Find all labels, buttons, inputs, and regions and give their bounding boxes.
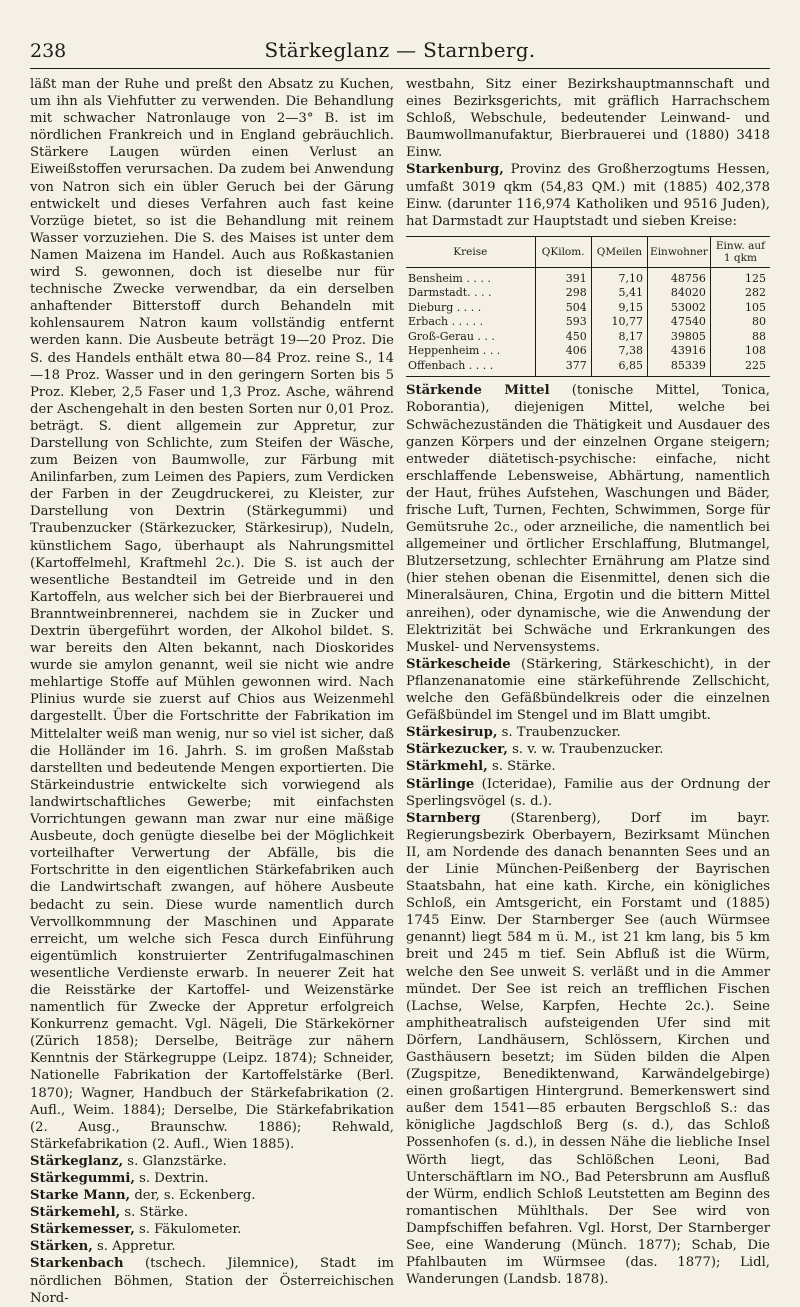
entry-starlinge <box>406 776 770 810</box>
table-cell: 48756 <box>648 267 711 286</box>
table-cell: Groß-Gerau . . . <box>408 329 495 343</box>
entry-text: (Stärkering, Stärkeschicht), in der Pflanzenanatomie eine stärkeführende Zellschicht, welche den Gefäßbündelkreis oder die einzelnen Gefäßbündel im Stengel und im Blatt umgibt. <box>406 656 770 724</box>
table-cell: 84020 <box>648 286 711 301</box>
table-row <box>406 267 770 286</box>
table-header-row <box>406 236 770 267</box>
entry-starnberg <box>406 810 770 1289</box>
entry-lemma: Stärkezucker, <box>406 742 508 758</box>
table-cell: 406 <box>535 344 591 359</box>
column-header: QKilom. <box>535 236 591 267</box>
entry-text: (Starenberg), Dorf im bayr. Regierungsbezirk Oberbayern, Bezirksamt München II, am Nordende des danach benannten Sees und an der Linie München-Peißenberg der Bayrischen Staatsbahn, hat eine kath. Kirche, ein königliches Schloß, ein Amtsgericht, ein Forstamt und (1885) 1745 Einw. Der Starnberger See (auch Würmsee genannt) liegt 584 m ü. M., ist 21 km lang, bis 5 km breit und 245 m tief. Sein Abfluß ist die Würm, welche den See unweit S. verläßt und in die Ammer mündet. Der See ist reich an trefflichen Fischen (Lachse, Welse, Karpfen, Hechte 2c.). Seine amphitheatralisch aufsteigenden Ufer sind mit Dörfern, Landhäusern, Schlössern, Kirchen und Gasthäusern besetzt; im Süden bilden die Alpen (Zugspitze, Benediktenwand, Karwändelgebirge) einen großartigen Hintergrund. Bemerkenswert sind außer dem 1541—85 erbauten Bergschloß S.: das königliche Jagdschloß Berg (s. d.), das Schloß Possenhofen (s. d.), in dessen Nähe die liebliche Insel Wörth liegt, das Schlößchen Leoni, Bad Unterschäftlarn im NO., Bad Petersbrunn am Ausfluß der Würm, endlich Schloß Leutstetten am Beginn des romantischen Mühlthals. Der See wird von Dampfschiffen befahren. Vgl. Horst, Der Starnberger See, eine Wanderung (Münch. 1877); Schab, Die Pfahlbauten im Würmsee (das. 1877); Lidl, Wanderungen (Landsb. 1878). <box>406 810 770 1288</box>
right-column <box>406 76 770 1288</box>
table-row <box>406 301 770 316</box>
table-cell: 88 <box>710 330 770 345</box>
running-head: Stärkeglanz — Starnberg. <box>264 38 536 62</box>
table-cell: 10,77 <box>591 315 647 330</box>
entry-starkmehl <box>406 758 770 775</box>
entry-lemma: Starkenbach <box>30 1256 124 1272</box>
table-cell: 39805 <box>648 330 711 345</box>
table-row <box>406 359 770 377</box>
entry-lemma: Stärkesirup, <box>406 725 498 741</box>
entry-lemma: Stärkende Mittel <box>406 383 550 399</box>
column-header: QMeilen <box>591 236 647 267</box>
entry-text: s. Stärke. <box>491 759 556 775</box>
entry-text: s. Stärke. <box>124 1205 189 1221</box>
entry-text: s. Appretur. <box>97 1239 176 1255</box>
entry-text: (tschech. Jilemnice), Stadt im nördlichen Böhmen, Station der Österreichischen Nord- <box>30 1256 394 1306</box>
table-cell: Erbach . . . . . <box>408 315 484 329</box>
column-header: Einwohner <box>648 236 711 267</box>
table-cell: 53002 <box>648 301 711 316</box>
table-cell: 450 <box>535 330 591 345</box>
entry-text: s. Dextrin. <box>139 1171 209 1186</box>
entry-lemma: Stärkeglanz, <box>30 1153 124 1169</box>
table-cell: 504 <box>535 301 591 316</box>
entry-text: (tonische Mittel, Tonica, Roborantia), diejenigen Mittel, welche bei Schwächezuständen die Thätigkeit und Ausdauer des ganzen Körpers und der einzelnen Organe steigern; entweder diätetisch-psychische: einfache, nicht erschlaffende Lebensweise, Abhärtung, namentlich der Haut, frühes Aufstehen, Waschungen und Bäder, frische Luft, Turnen, Fechten, Schwimmen, Sorge für Gemütsruhe 2c., oder arzneiliche, die namentlich bei allgemeiner und örtlicher Erschlaffung, Blutmangel, Blutzersetzung, schlechter Ernährung am Platze sind (hier stehen obenan die Eisenmittel, denen sich die Mineralsäuren, China, Ergotin und die bittern Mittel anreihen), oder dynamische, wie die Anwendung der Elektrizität bei Schwäche und Erkrankungen des Muskel- und Nervensystems. <box>406 383 770 655</box>
entry-starkende-mittel <box>406 382 770 656</box>
table-cell: 377 <box>535 359 591 377</box>
table-cell: 7,38 <box>591 344 647 359</box>
table-cell: 5,41 <box>591 286 647 301</box>
left-column <box>30 76 394 1307</box>
entry-starkenburg <box>406 161 770 229</box>
table-cell: Bensheim . . . . <box>408 271 491 285</box>
column-header: Einw. auf 1 qkm <box>710 236 770 267</box>
entry-starkezucker <box>406 741 770 758</box>
table-row <box>406 315 770 330</box>
entry-starkesirup <box>406 724 770 741</box>
entry-starken <box>30 1238 394 1255</box>
entry-starkenbach <box>30 1255 394 1306</box>
table-cell: 6,85 <box>591 359 647 377</box>
starke-article-continuation <box>30 76 394 1153</box>
table-cell: 225 <box>710 359 770 377</box>
district-table <box>406 236 770 378</box>
table-cell: Darmstadt. . . . <box>408 286 492 300</box>
entry-lemma: Stärken, <box>30 1239 93 1255</box>
entry-text: s. Traubenzucker. <box>501 725 621 741</box>
table-cell: 105 <box>710 301 770 316</box>
table-row <box>406 286 770 301</box>
table-cell: 43916 <box>648 344 711 359</box>
table-cell: 80 <box>710 315 770 330</box>
table-cell: 9,15 <box>591 301 647 316</box>
entry-text: s. Fäkulometer. <box>139 1222 242 1238</box>
entry-text: der, s. Eckenberg. <box>134 1188 256 1204</box>
table-cell: 282 <box>710 286 770 301</box>
table-cell: 298 <box>535 286 591 301</box>
entry-starke-mann <box>30 1187 394 1204</box>
entry-starkemesser <box>30 1221 394 1238</box>
entry-lemma: Stärkescheide <box>406 656 511 672</box>
entry-lemma: Stärkegummi, <box>30 1171 135 1186</box>
entry-starkescheide <box>406 656 770 724</box>
table-row <box>406 330 770 345</box>
entry-text: s. v. w. Traubenzucker. <box>512 742 664 758</box>
table-cell: Dieburg . . . . <box>408 300 482 314</box>
article-text: westbahn, Sitz einer Bezirkshauptmannschaft und eines Bezirksgerichts, mit gräflich Harrachschem Schloß, Webschule, bedeutender Leinwand- und Baumwollmanufaktur, Bierbrauerei und (1880) 3418 Einw. <box>406 77 770 161</box>
table-cell: 47540 <box>648 315 711 330</box>
table-cell: Heppenheim . . . <box>408 344 501 358</box>
entry-lemma: Starke Mann, <box>30 1188 131 1204</box>
table-cell: 125 <box>710 267 770 286</box>
table-cell: 593 <box>535 315 591 330</box>
page-header <box>30 38 770 69</box>
entry-starkemehl <box>30 1204 394 1221</box>
article-text: läßt man der Ruhe und preßt den Absatz zu Kuchen, um ihn als Viehfutter zu verwenden. Die Behandlung mit schwacher Natronlauge von 2—3° B. ist im nördlichen Frankreich und in England gebräuchlich. Stärkere Laugen würden einen Verlust an Eiweißstoffen verursachen. Da zudem bei Anwendung von Natron sich ein übler Geruch bei der Gärung entwickelt und dieses Verfahren auch fast keine Vorzüge bietet, so ist die Behandlung mit reinem Wasser vorzuziehen. Die S. des Maises ist unter dem Namen Maizena im Handel. Auch aus Roßkastanien wird S. gewonnen, doch ist dieselbe nur für technische Zwecke verwendbar, da ein derselben anhaftender Bitterstoff durch Behandeln mit kohlensaurem Natron kaum vollständig entfernt werden kann. Die Ausbeute beträgt 19—20 Proz. Die S. des Handels enthält etwa 80—84 Proz. reine S., 14—18 Proz. Wasser und in den geringern Sorten bis 5 Proz. Kleber, 2,5 Faser und 1,3 Proz. Asche, während der Aschengehalt in den besten Sorten nur 0,01 Proz. beträgt. S. dient allgemein zur Appretur, zur Darstellung von Schlichte, zum Steifen der Wäsche, zum Beizen von Baumwolle, zur Färbung mit Anilinfarben, zum Leimen des Papiers, zum Verdicken der Farben in der Zeugdruckerei, zu Kleister, zur Darstellung von Dextrin (Stärkegummi) und Traubenzucker (Stärkezucker, Stärkesirup), Nudeln, künstlichem Sago, überhaupt als Nahrungsmittel (Kartoffelmehl, Kraftmehl 2c.). Die S. ist auch der wesentliche Bestandteil im Getreide und in den Kartoffeln, aus welcher sich bei der Bierbrauerei und Branntweinbrennerei, nachdem sie in Zucker und Dextrin übergeführt worden, der Alkohol bildet. S. war bereits den Alten bekannt, nach Dioskorides wurde sie amylon genannt, weil sie nicht wie andre mehlartige Stoffe auf Mühlen gewonnen wird. Nach Plinius wurde sie zuerst auf Chios aus Weizenmehl dargestellt. Über die Fortschritte der Fabrikation im Mittelalter weiß man wenig, nur so viel ist sicher, daß die Holländer im 16. Jahrh. S. im großen Maßstab darstellten und bedeutende Mengen exportierten. Die Stärkeindustrie entwickelte sich vorwiegend als landwirtschaftliches Gewerbe; mit einfachsten Vorrichtungen gewann man zwar nur eine mäßige Ausbeute, doch genügte dieselbe bei der Möglichkeit vorteilhafter Verwertung der Abfälle, bis die Fortschritte in den eigentlichen Stärkefabriken auch die Landwirtschaft zwangen, auf höhere Ausbeute bedacht zu sein. Diese wurde namentlich durch Vervollkommnung der Maschinen und Apparate erreicht, um welche sich Fesca durch Einführung eigentümlich konstruierter Zentrifugalmaschinen wesentliche Verdienste erwarb. In neuerer Zeit hat die Reisstärke der Kartoffel- und Weizenstärke namentlich für Zwecke der Appretur erfolgreich Konkurrenz gemacht. Vgl. Nägeli, Die Stärkekörner (Zürich 1858); Derselbe, Beiträge zur nähern Kenntnis der Stärkegruppe (Leipz. 1874); Schneider, Nationelle Fabrikation der Kartoffelstärke (Berl. 1870); Wagner, Handbuch der Stärkefabrikation (2. Aufl., Weim. 1884); Derselbe, Die Stärkefabrikation (2. Ausg., Braunschw. 1886); Rehwald, Stärkefabrikation (2. Aufl., Wien 1885). <box>30 77 394 1152</box>
table-cell: 7,10 <box>591 267 647 286</box>
table-cell: 8,17 <box>591 330 647 345</box>
entry-lemma: Stärlinge <box>406 776 475 792</box>
table-cell: Offenbach . . . . <box>406 359 535 377</box>
entry-text: Provinz des Großherzogtums Hessen, umfaßt 3019 qkm (54,83 QM.) mit (1885) 402,378 Einw. (darunter 116,974 Katholiken und 9516 Juden), hat Darmstadt zur Hauptstadt und sieben Kreise: <box>406 162 770 229</box>
entry-starkegummi <box>30 1170 394 1187</box>
starkenbach-continuation <box>406 76 770 161</box>
entry-text: (Icteridae), Familie aus der Ordnung der Sperlingsvögel (s. d.). <box>406 776 770 809</box>
column-header: Kreise <box>406 236 535 267</box>
page-number: 238 <box>30 40 67 62</box>
table-cell: 85339 <box>648 359 711 377</box>
table-cell: 108 <box>710 344 770 359</box>
table-cell: 391 <box>535 267 591 286</box>
entry-starkeglanz <box>30 1153 394 1170</box>
entry-lemma: Starkenburg, <box>406 162 504 178</box>
entry-lemma: Stärkemesser, <box>30 1222 135 1238</box>
entry-lemma: Stärkemehl, <box>30 1205 121 1221</box>
table-row <box>406 344 770 359</box>
entry-text: s. Glanzstärke. <box>127 1153 227 1169</box>
entry-lemma: Starnberg <box>406 810 481 826</box>
entry-lemma: Stärkmehl, <box>406 759 488 775</box>
